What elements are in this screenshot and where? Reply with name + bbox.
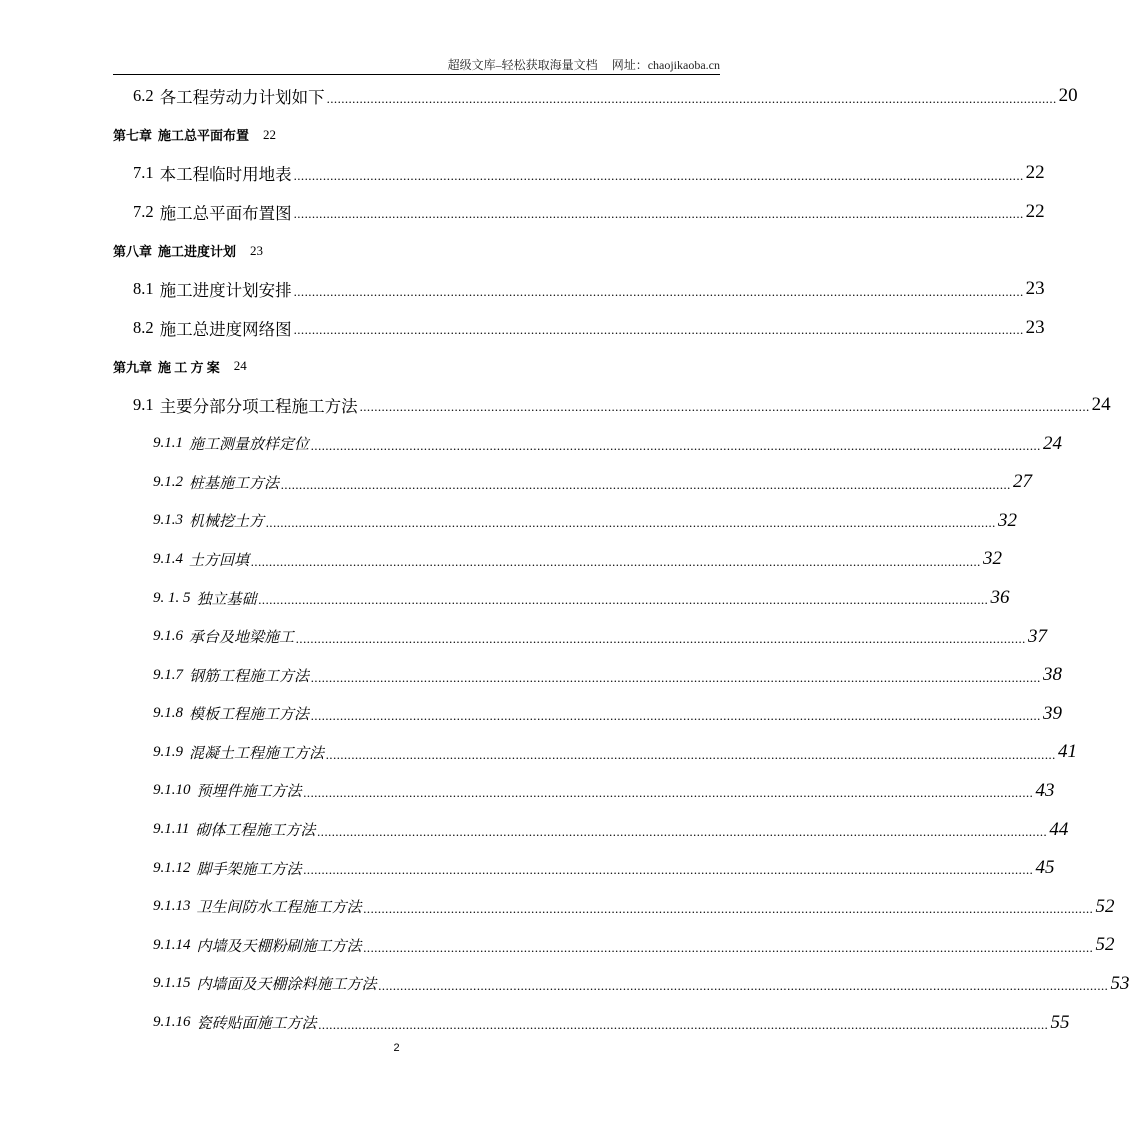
toc-page: 36 bbox=[990, 587, 1010, 609]
toc-entry[interactable] bbox=[113, 540, 1003, 579]
table-of-contents bbox=[113, 77, 1130, 1042]
leader-dots: ........................................................................................................................................................................................................ bbox=[293, 283, 1024, 299]
toc-page: 22 bbox=[1025, 162, 1045, 184]
toc-page: 22 bbox=[263, 126, 277, 142]
toc-number: 7.2 bbox=[133, 202, 154, 222]
toc-entry[interactable] bbox=[113, 656, 1063, 695]
toc-entry[interactable] bbox=[113, 965, 1130, 1004]
toc-entry[interactable] bbox=[113, 1003, 1070, 1042]
toc-title: 各工程劳动力计划如下 bbox=[159, 88, 325, 108]
toc-title: 施工进度计划安排 bbox=[159, 281, 292, 301]
leader-dots: ........................................................................................................................................................................................................ bbox=[266, 515, 997, 531]
toc-entry[interactable] bbox=[113, 617, 1048, 656]
toc-entry[interactable] bbox=[113, 270, 1045, 309]
toc-entry[interactable] bbox=[113, 424, 1063, 463]
toc-number: 9.1.6 bbox=[153, 628, 183, 645]
toc-title: 卫生间防水工程施工方法 bbox=[196, 900, 362, 917]
leader-dots: ........................................................................................................................................................................................................ bbox=[318, 1016, 1049, 1032]
toc-number: 8.2 bbox=[133, 317, 154, 337]
toc-title: 桩基施工方法 bbox=[189, 475, 280, 492]
toc-page: 24 bbox=[1091, 394, 1111, 416]
toc-title: 施工总平面布置图 bbox=[159, 204, 292, 224]
toc-number: 8.1 bbox=[133, 279, 154, 299]
header-url: 网址：chaojikaoba.cn bbox=[611, 58, 720, 72]
toc-page: 20 bbox=[1058, 85, 1078, 107]
toc-page: 23 bbox=[1025, 278, 1045, 300]
toc-title: 机械挖土方 bbox=[189, 514, 265, 531]
toc-number: 9.1.2 bbox=[153, 473, 183, 490]
toc-title: 独立基础 bbox=[196, 591, 257, 608]
toc-page: 38 bbox=[1043, 664, 1063, 686]
toc-number: 9.1.13 bbox=[153, 898, 191, 915]
toc-page: 32 bbox=[983, 548, 1003, 570]
leader-dots: ........................................................................................................................................................................................................ bbox=[326, 90, 1057, 106]
toc-title: 瓷砖贴面施工方法 bbox=[196, 1016, 317, 1033]
page-header bbox=[113, 56, 720, 75]
toc-page: 32 bbox=[998, 509, 1018, 531]
toc-page: 45 bbox=[1035, 857, 1055, 879]
leader-dots: ........................................................................................................................................................................................................ bbox=[296, 630, 1027, 646]
leader-dots: ........................................................................................................................................................................................................ bbox=[293, 167, 1024, 183]
toc-entry[interactable] bbox=[113, 502, 1018, 541]
toc-page: 52 bbox=[1095, 895, 1115, 917]
toc-title: 施工总平面布置 bbox=[158, 128, 250, 144]
toc-title: 砌体工程施工方法 bbox=[195, 823, 316, 840]
toc-number: 9.1.12 bbox=[153, 859, 191, 876]
toc-page: 37 bbox=[1028, 625, 1048, 647]
toc-entry[interactable] bbox=[113, 463, 1033, 502]
toc-title: 模板工程施工方法 bbox=[189, 707, 310, 724]
toc-page: 43 bbox=[1035, 779, 1055, 801]
toc-number: 6.2 bbox=[133, 86, 154, 106]
toc-number: 9.1.16 bbox=[153, 1014, 191, 1031]
leader-dots: ........................................................................................................................................................................................................ bbox=[317, 823, 1048, 839]
toc-title: 混凝土工程施工方法 bbox=[189, 745, 325, 762]
toc-number: 7.1 bbox=[133, 163, 154, 183]
toc-entry[interactable] bbox=[113, 849, 1055, 888]
leader-dots: ........................................................................................................................................................................................................ bbox=[303, 785, 1034, 801]
leader-dots: ........................................................................................................................................................................................................ bbox=[311, 669, 1042, 685]
toc-title: 脚手架施工方法 bbox=[196, 861, 302, 878]
toc-page: 24 bbox=[1043, 432, 1063, 454]
toc-title: 本工程临时用地表 bbox=[159, 165, 292, 185]
toc-number: 9.1.1 bbox=[153, 435, 183, 452]
leader-dots: ........................................................................................................................................................................................................ bbox=[303, 862, 1034, 878]
leader-dots: ........................................................................................................................................................................................................ bbox=[363, 939, 1094, 955]
leader-dots: ........................................................................................................................................................................................................ bbox=[326, 746, 1057, 762]
leader-dots: ........................................................................................................................................................................................................ bbox=[311, 437, 1042, 453]
toc-number: 9. 1. 5 bbox=[153, 589, 191, 606]
header-site: 超级文库–轻松获取海量文档 bbox=[447, 58, 598, 72]
toc-page: 23 bbox=[1025, 316, 1045, 338]
toc-entry[interactable] bbox=[113, 733, 1078, 772]
toc-title: 预埋件施工方法 bbox=[196, 784, 302, 801]
toc-page: 52 bbox=[1095, 934, 1115, 956]
toc-entry[interactable] bbox=[113, 77, 1078, 116]
toc-page: 24 bbox=[233, 358, 247, 374]
toc-entry[interactable] bbox=[113, 810, 1069, 849]
toc-entry[interactable] bbox=[113, 386, 1111, 425]
toc-chapter[interactable] bbox=[113, 231, 720, 270]
toc-number: 9.1.7 bbox=[153, 666, 183, 683]
toc-entry[interactable] bbox=[113, 193, 1045, 232]
toc-number: 9.1.11 bbox=[153, 821, 190, 838]
toc-chapter[interactable] bbox=[113, 347, 720, 386]
toc-entry[interactable] bbox=[113, 154, 1045, 193]
toc-title: 主要分部分项工程施工方法 bbox=[159, 397, 358, 417]
toc-title: 施 工 方 案 bbox=[158, 359, 220, 375]
leader-dots: ........................................................................................................................................................................................................ bbox=[258, 592, 989, 608]
toc-page: 53 bbox=[1110, 972, 1130, 994]
toc-page: 41 bbox=[1058, 741, 1078, 763]
leader-dots: ........................................................................................................................................................................................................ bbox=[359, 399, 1090, 415]
toc-number: 第八章 bbox=[113, 244, 153, 260]
toc-title: 土方回填 bbox=[189, 552, 250, 569]
leader-dots: ........................................................................................................................................................................................................ bbox=[293, 206, 1024, 222]
toc-number: 第九章 bbox=[113, 359, 153, 375]
toc-chapter[interactable] bbox=[113, 116, 720, 155]
toc-page: 39 bbox=[1043, 702, 1063, 724]
toc-page: 23 bbox=[250, 242, 264, 258]
toc-number: 第七章 bbox=[113, 128, 153, 144]
toc-number: 9.1.3 bbox=[153, 512, 183, 529]
toc-title: 内墙面及天棚涂料施工方法 bbox=[196, 977, 377, 994]
toc-number: 9.1.9 bbox=[153, 743, 183, 760]
toc-page: 44 bbox=[1049, 818, 1069, 840]
toc-title: 施工总进度网络图 bbox=[159, 319, 292, 339]
toc-page: 55 bbox=[1050, 1011, 1070, 1033]
toc-title: 承台及地梁施工 bbox=[189, 630, 295, 647]
leader-dots: ........................................................................................................................................................................................................ bbox=[363, 901, 1094, 917]
toc-title: 施工进度计划 bbox=[158, 244, 237, 260]
toc-title: 钢筋工程施工方法 bbox=[189, 668, 310, 685]
toc-page: 27 bbox=[1013, 471, 1033, 493]
toc-entry[interactable] bbox=[113, 309, 1045, 348]
toc-entry[interactable] bbox=[113, 887, 1115, 926]
leader-dots: ........................................................................................................................................................................................................ bbox=[281, 476, 1012, 492]
toc-page: 22 bbox=[1025, 201, 1045, 223]
toc-number: 9.1.8 bbox=[153, 705, 183, 722]
toc-number: 9.1.15 bbox=[153, 975, 191, 992]
toc-number: 9.1.4 bbox=[153, 550, 183, 567]
leader-dots: ........................................................................................................................................................................................................ bbox=[293, 322, 1024, 338]
toc-title: 施工测量放样定位 bbox=[189, 437, 310, 454]
toc-number: 9.1 bbox=[133, 395, 154, 415]
leader-dots: ........................................................................................................................................................................................................ bbox=[251, 553, 982, 569]
page-number: 2 bbox=[393, 1042, 400, 1054]
toc-entry[interactable] bbox=[113, 926, 1115, 965]
toc-entry[interactable] bbox=[113, 772, 1055, 811]
toc-number: 9.1.10 bbox=[153, 782, 191, 799]
leader-dots: ........................................................................................................................................................................................................ bbox=[378, 978, 1109, 994]
toc-entry[interactable] bbox=[113, 695, 1063, 734]
leader-dots: ........................................................................................................................................................................................................ bbox=[311, 708, 1042, 724]
toc-entry[interactable] bbox=[113, 579, 1010, 618]
toc-number: 9.1.14 bbox=[153, 936, 191, 953]
toc-title: 内墙及天棚粉刷施工方法 bbox=[196, 938, 362, 955]
